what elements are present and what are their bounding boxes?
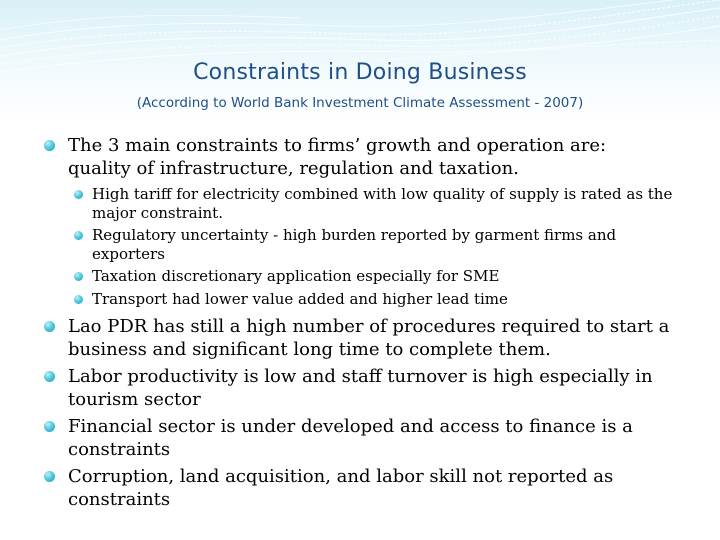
slide-subtitle: (According to World Bank Investment Climate Assessment - 2007) (136, 95, 584, 111)
list-item (74, 185, 674, 222)
bullet-text: Labor productivity is low and staff turnover is high especially in tourism sector (68, 366, 653, 410)
bullet-icon (74, 231, 83, 240)
bullet-text: The 3 main constraints to firms’ growth and operation are: quality of infrastructure, regulation and taxation. (68, 135, 607, 179)
bullet-icon (44, 471, 55, 482)
sub-bullet-text: High tariff for electricity combined with low quality of supply is rated as the major constraint. (92, 185, 673, 222)
bullet-icon (44, 421, 55, 432)
sub-bullet-text: Taxation discretionary application especially for SME (92, 267, 500, 285)
list-item (44, 415, 674, 461)
bullet-icon (44, 321, 55, 332)
bullet-list (44, 134, 674, 515)
bullet-text: Financial sector is under developed and access to finance is a constraints (68, 416, 633, 460)
sub-bullet-text: Regulatory uncertainty - high burden reported by garment firms and exporters (92, 226, 617, 263)
list-item (44, 365, 674, 411)
bullet-icon (74, 272, 83, 281)
sub-bullet-text: Transport had lower value added and higher lead time (92, 289, 508, 308)
list-item (44, 465, 674, 511)
bullet-icon (44, 371, 55, 382)
list-item (44, 134, 674, 180)
bullet-icon (74, 295, 83, 304)
slide-title: Constraints in Doing Business (193, 60, 527, 85)
sub-bullet-list (74, 185, 674, 308)
bullet-text: Lao PDR has still a high number of procedures required to start a business and significant long time to complete them. (68, 316, 670, 360)
bullet-icon (44, 140, 55, 151)
list-item (74, 226, 674, 263)
list-item (44, 315, 674, 361)
list-item (74, 290, 674, 309)
bullet-text: Corruption, land acquisition, and labor skill not reported as constraints (68, 466, 614, 510)
list-item (74, 267, 674, 286)
bullet-icon (74, 190, 83, 199)
